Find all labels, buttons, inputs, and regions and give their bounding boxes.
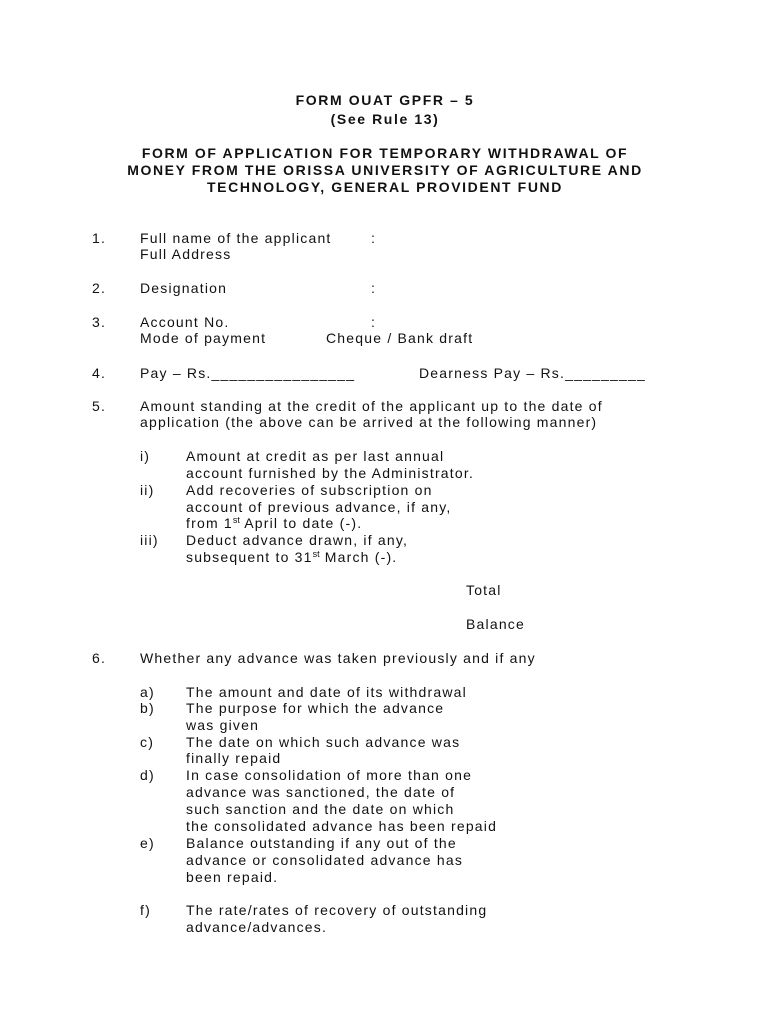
- designation-colon: :: [371, 280, 377, 296]
- sub-item-ii-line-1: Add recoveries of subscription on: [186, 482, 433, 498]
- rule-reference: (See Rule 13): [330, 111, 440, 127]
- sub-item-ii-number: ii): [140, 482, 155, 498]
- sub-item-d-line-1: In case consolidation of more than one: [186, 767, 473, 783]
- total-label: Total: [466, 582, 502, 598]
- sub-item-ii-line-2: account of previous advance, if any,: [186, 499, 452, 515]
- amount-standing-line-1: Amount standing at the credit of the applicant up to the date of: [140, 398, 603, 414]
- account-no-colon: :: [371, 314, 377, 330]
- full-name-label: Full name of the applicant: [140, 230, 332, 246]
- sub-item-a-line-1: The amount and date of its withdrawal: [186, 684, 467, 700]
- item-4-number: 4.: [92, 365, 107, 381]
- balance-label: Balance: [466, 616, 525, 632]
- account-no-label: Account No.: [140, 314, 230, 330]
- sub-item-b-line-1: The purpose for which the advance: [186, 700, 445, 716]
- pay-field: Pay – Rs.________________: [140, 365, 356, 381]
- sub-item-i-line-1: Amount at credit as per last annual: [186, 448, 445, 464]
- sub-item-iii-number: iii): [140, 532, 159, 548]
- form-title-line-2: MONEY FROM THE ORISSA UNIVERSITY OF AGRICULTURE AND: [127, 162, 643, 178]
- form-title-line-3: TECHNOLOGY, GENERAL PROVIDENT FUND: [207, 179, 563, 195]
- item-5-number: 5.: [92, 398, 107, 414]
- designation-label: Designation: [140, 280, 228, 296]
- form-number: FORM OUAT GPFR – 5: [295, 92, 475, 108]
- item-2-number: 2.: [92, 280, 107, 296]
- sub-item-d-line-3: such sanction and the date on which: [186, 801, 455, 817]
- sub-item-c-number: c): [140, 734, 155, 750]
- sub-item-ii-line-3: from 1st April to date (-).: [186, 515, 363, 531]
- mode-of-payment-value: Cheque / Bank draft: [326, 330, 474, 346]
- full-name-colon: :: [371, 230, 377, 246]
- sub-item-iii-line-2: subsequent to 31st March (-).: [186, 549, 398, 565]
- sub-item-d-number: d): [140, 767, 155, 783]
- item-1-number: 1.: [92, 230, 107, 246]
- form-title-line-1: FORM OF APPLICATION FOR TEMPORARY WITHDRAWAL OF: [141, 145, 629, 161]
- dearness-pay-field: Dearness Pay – Rs._________: [419, 365, 646, 381]
- sub-item-f-line-2: advance/advances.: [186, 919, 328, 935]
- sub-item-f-line-1: The rate/rates of recovery of outstanding: [186, 902, 488, 918]
- full-address-label: Full Address: [140, 246, 232, 262]
- amount-standing-line-2: application (the above can be arrived at the following manner): [140, 414, 598, 430]
- sub-item-d-line-4: the consolidated advance has been repaid: [186, 818, 498, 834]
- item-3-number: 3.: [92, 314, 107, 330]
- sub-item-c-line-1: The date on which such advance was: [186, 734, 461, 750]
- sub-item-b-line-2: was given: [186, 717, 260, 733]
- sub-item-e-line-2: advance or consolidated advance has: [186, 852, 464, 868]
- sub-item-e-number: e): [140, 835, 155, 851]
- sub-item-e-line-3: been repaid.: [186, 869, 279, 885]
- sub-item-e-line-1: Balance outstanding if any out of the: [186, 835, 457, 851]
- sub-item-i-line-2: account furnished by the Administrator.: [186, 465, 475, 481]
- item-6-number: 6.: [92, 650, 107, 666]
- sub-item-d-line-2: advance was sanctioned, the date of: [186, 784, 456, 800]
- sub-item-iii-line-1: Deduct advance drawn, if any,: [186, 532, 409, 548]
- sub-item-a-number: a): [140, 684, 155, 700]
- sub-item-b-number: b): [140, 700, 155, 716]
- sub-item-c-line-2: finally repaid: [186, 750, 282, 766]
- sub-item-f-number: f): [140, 902, 151, 918]
- previous-advance-question: Whether any advance was taken previously and if any: [140, 650, 536, 666]
- mode-of-payment-label: Mode of payment: [140, 330, 267, 346]
- sub-item-i-number: i): [140, 448, 151, 464]
